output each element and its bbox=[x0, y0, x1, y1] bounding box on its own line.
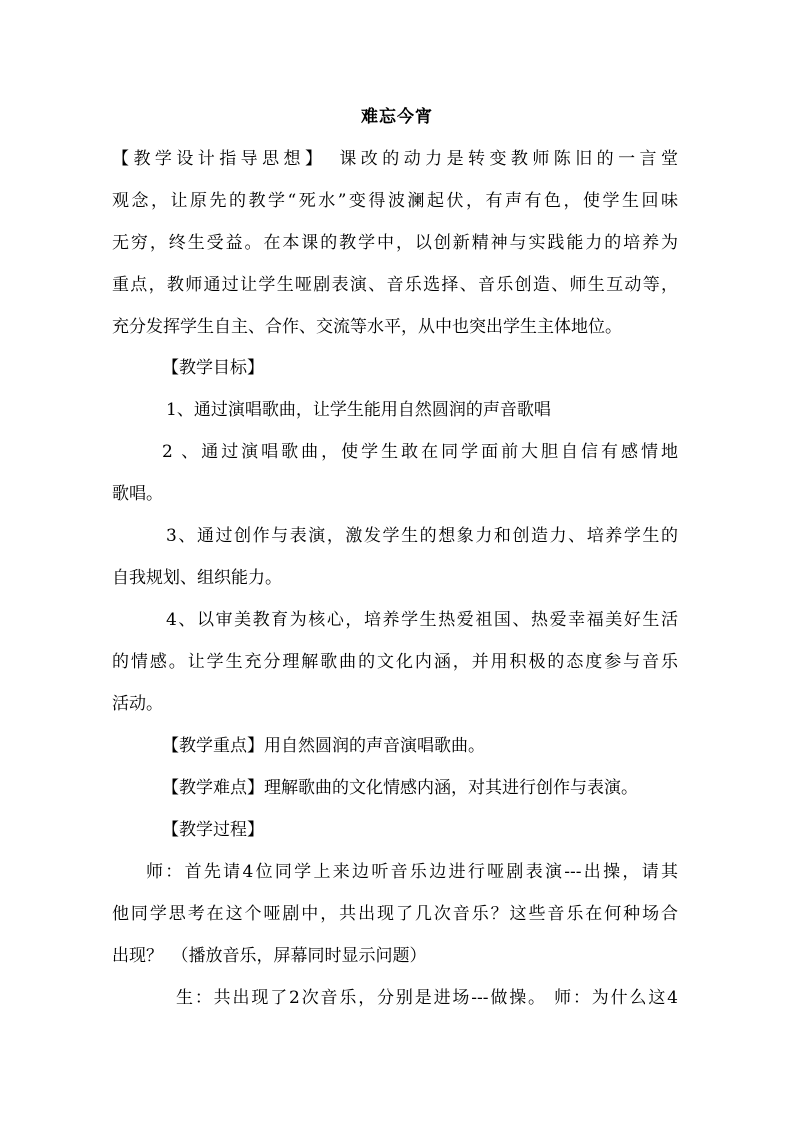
objective-item: 2 、通过演唱歌曲，使学生敢在同学面前大胆自信有感情地 bbox=[162, 442, 678, 462]
process-line: 师：首先请4位同学上来边听音乐边进行哑剧表演---出操，请其 bbox=[146, 862, 678, 882]
paragraph-line: 【教学设计指导思想】 课改的动力是转变教师陈旧的一言堂 bbox=[112, 149, 678, 169]
key-point: 【教学重点】用自然圆润的声音演唱歌曲。 bbox=[162, 736, 485, 756]
process-line: 他同学思考在这个哑剧中，共出现了几次音乐？这些音乐在何种场合 bbox=[112, 904, 678, 924]
difficult-point: 【教学难点】理解歌曲的文化情感内涵，对其进行创作与表演。 bbox=[162, 778, 638, 798]
objective-item: 3、通过创作与表演，激发学生的想象力和创造力、培养学生的 bbox=[166, 526, 678, 546]
objective-item: 活动。 bbox=[112, 694, 163, 714]
objective-item: 自我规划、组织能力。 bbox=[112, 568, 282, 588]
paragraph-line: 观念，让原先的教学“死水”变得波澜起伏，有声有色，使学生回味 bbox=[112, 191, 678, 211]
section-heading: 【教学目标】 bbox=[162, 358, 264, 378]
objective-item: 歌唱。 bbox=[112, 484, 163, 504]
process-line: 生：共出现了2次音乐，分别是进场---做操。 师：为什么这4 bbox=[176, 988, 678, 1008]
section-heading: 【教学过程】 bbox=[162, 820, 264, 840]
process-line: 出现？ （播放音乐，屏幕同时显示问题） bbox=[112, 946, 427, 966]
objective-item: 的情感。让学生充分理解歌曲的文化内涵，并用积极的态度参与音乐 bbox=[112, 652, 678, 672]
paragraph-line: 无穷，终生受益。在本课的教学中，以创新精神与实践能力的培养为 bbox=[112, 233, 678, 253]
objective-item: 1、通过演唱歌曲，让学生能用自然圆润的声音歌唱 bbox=[166, 400, 551, 420]
document-title: 难忘今宵 bbox=[361, 107, 433, 127]
paragraph-line: 重点，教师通过让学生哑剧表演、音乐选择、音乐创造、师生互动等， bbox=[112, 275, 678, 295]
paragraph-line: 充分发挥学生自主、合作、交流等水平，从中也突出学生主体地位。 bbox=[112, 317, 622, 337]
objective-item: 4、以审美教育为核心，培养学生热爱祖国、热爱幸福美好生活 bbox=[166, 610, 678, 630]
